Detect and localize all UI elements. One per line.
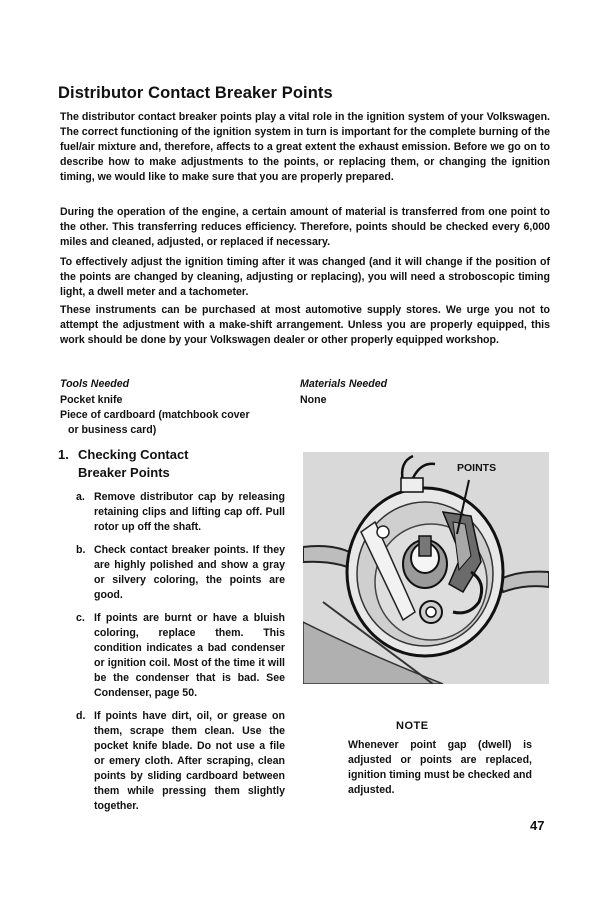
section-title-line2: Breaker Points (78, 465, 170, 480)
instruments-paragraph: These instruments can be purchased at most automotive supply stores. We urge you not to attempt the adjustment with a make-shift arrangement. Unless you are properly equipped, this work should be done by your Volkswagen dealer or other properly equipped workshop. (60, 304, 550, 346)
materials-list (300, 378, 530, 408)
step-item (70, 611, 285, 701)
tool-item: Pocket knife (60, 394, 123, 406)
distributor-figure (303, 452, 549, 684)
steps-list (70, 490, 285, 822)
step-text: Remove distributor cap by releasing retaining clips and lifting cap off. Pull rotor up off the shaft. (94, 491, 285, 533)
step-letter: c. (76, 612, 85, 624)
step-text: If points are burnt or have a bluish coloring, replace them. This condition indicates a bad condenser or ignition coil. Most of the time it will be the condenser that is bad. See Condenser, page 50. (94, 612, 285, 699)
step-letter: b. (76, 544, 86, 556)
section-title (58, 446, 189, 482)
step-text: Check contact breaker points. If they are highly polished and show a gray or silvery coloring, the points are good. (94, 544, 285, 601)
step-item (70, 709, 285, 814)
step-letter: a. (76, 491, 85, 503)
materials-heading: Materials Needed (300, 378, 388, 390)
note-title: NOTE (396, 720, 429, 732)
section-title-line1: Checking Contact (78, 447, 189, 462)
page-title: Distributor Contact Breaker Points (58, 84, 333, 102)
tool-item: or business card) (68, 424, 157, 436)
tools-heading: Tools Needed (60, 378, 130, 390)
figure-label: POINTS (457, 462, 497, 474)
material-item: None (300, 394, 327, 406)
step-text: If points have dirt, oil, or grease on them, scrape them clean. Use the pocket knife blade. Do not use a file or emery cloth. After scraping, clean points by sliding cardboard between them while pressing them slightly together. (94, 710, 285, 812)
step-letter: d. (76, 710, 86, 722)
step-item (70, 543, 285, 603)
distributor-points-photo-icon (303, 452, 549, 684)
operation-paragraph: During the operation of the engine, a certain amount of material is transferred from one point to the other. This transferring reduces efficiency. Therefore, points should be checked every 6,000 miles and cleaned, adjusted, or replaced if necessary. (60, 206, 550, 248)
page-number: 47 (530, 818, 545, 833)
intro-paragraph: The distributor contact breaker points play a vital role in the ignition system of your Volkswagen. The correct functioning of the ignition system in turn is important for the complete burning of the fuel/air mixture and, therefore, affects to a great extent the exhaust emission. Before we go on to describe how to make adjustments to the points, or replacing them, or changing the ignition timing, we would like to make sure that you are properly prepared. (60, 111, 550, 183)
note-text: Whenever point gap (dwell) is adjusted or points are replaced, ignition timing must be checked and adjusted. (348, 739, 532, 796)
section-number: 1. (58, 447, 69, 462)
tool-item: Piece of cardboard (matchbook cover (60, 409, 250, 421)
step-item (70, 490, 285, 535)
tools-list (60, 378, 290, 438)
timing-paragraph: To effectively adjust the ignition timing after it was changed (and it will change if the position of the points are changed by cleaning, adjusting or replacing), you will need a stroboscopic timing light, a dwell meter and a tachometer. (60, 256, 550, 298)
